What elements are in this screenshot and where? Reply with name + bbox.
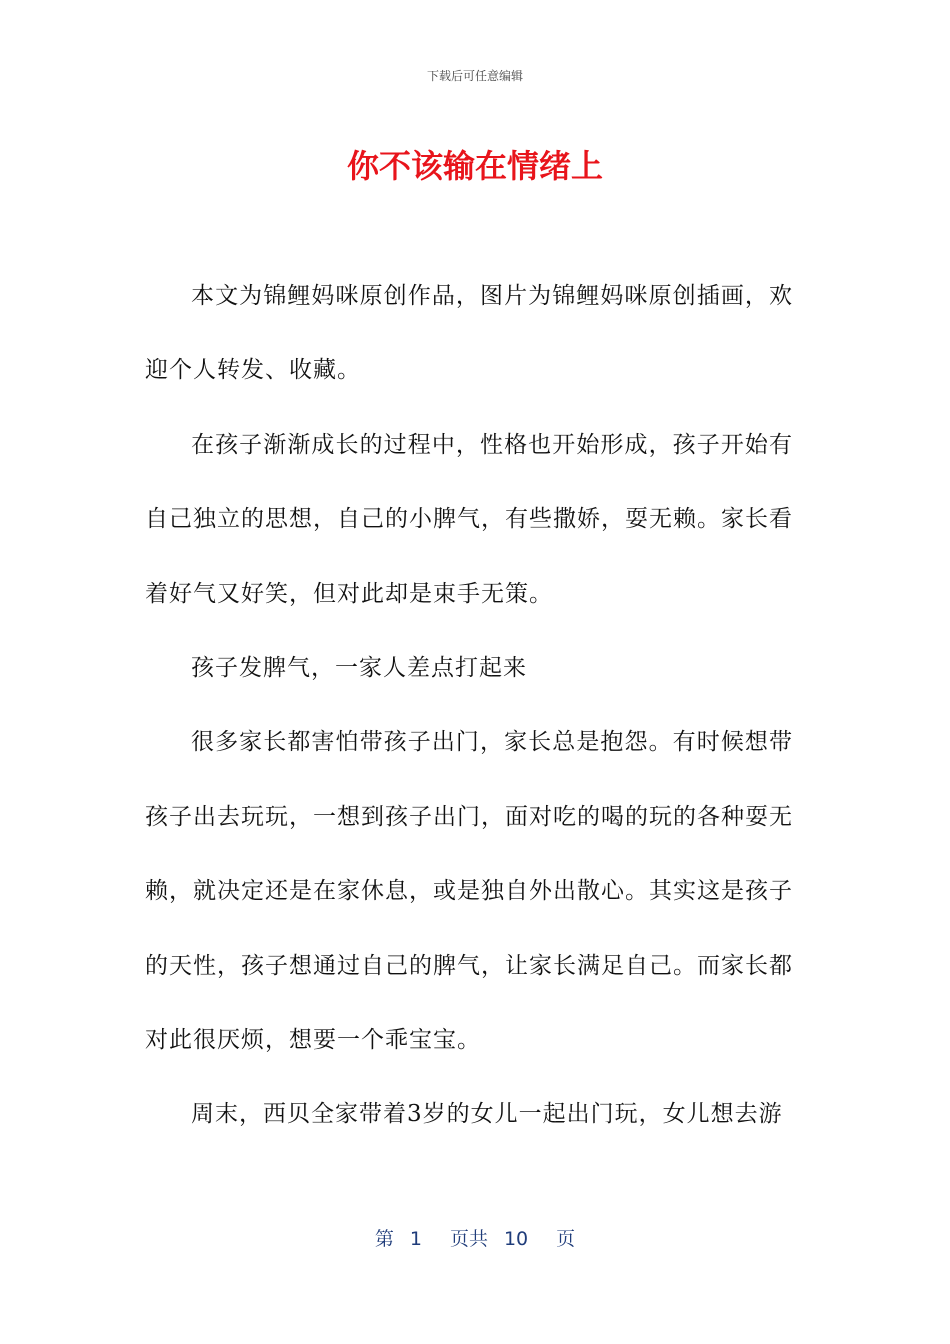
document-title: 你不该输在情绪上 <box>346 147 603 185</box>
footer-middle: 页共 <box>449 1228 488 1250</box>
paragraph: 很多家长都害怕带孩子出门，家长总是抱怨。有时候想带孩子出去玩玩，一想到孩子出门，面对吃的喝的玩的各种耍无赖，就决定还是在家休息，或是独自外出散心。其实这是孩子的天性，孩子想通过自己的脾气，让家长满足自己。而家长都对此很厌烦，想要一个乖宝宝。 <box>145 729 793 1054</box>
footer-suffix: 页 <box>556 1228 576 1250</box>
paragraph: 在孩子渐渐成长的过程中，性格也开始形成，孩子开始有自己独立的思想，自己的小脾气，有些撒娇，耍无赖。家长看着好气又好笑，但对此却是束手无策。 <box>145 431 793 607</box>
footer-prefix: 第 <box>374 1228 394 1250</box>
document-body <box>145 259 793 1152</box>
page-footer <box>0 1224 950 1254</box>
header-note: 下载后可任意编辑 <box>426 69 523 83</box>
total-pages-number: 10 <box>503 1228 529 1250</box>
current-page-number: 1 <box>409 1228 422 1250</box>
paragraph: 周末，西贝全家带着3岁的女儿一起出门玩，女儿想去游 <box>191 1101 783 1128</box>
paragraph: 孩子发脾气，一家人差点打起来 <box>191 655 527 682</box>
paragraph: 本文为锦鲤妈咪原创作品，图片为锦鲤妈咪原创插画，欢迎个人转发、收藏。 <box>145 283 793 384</box>
